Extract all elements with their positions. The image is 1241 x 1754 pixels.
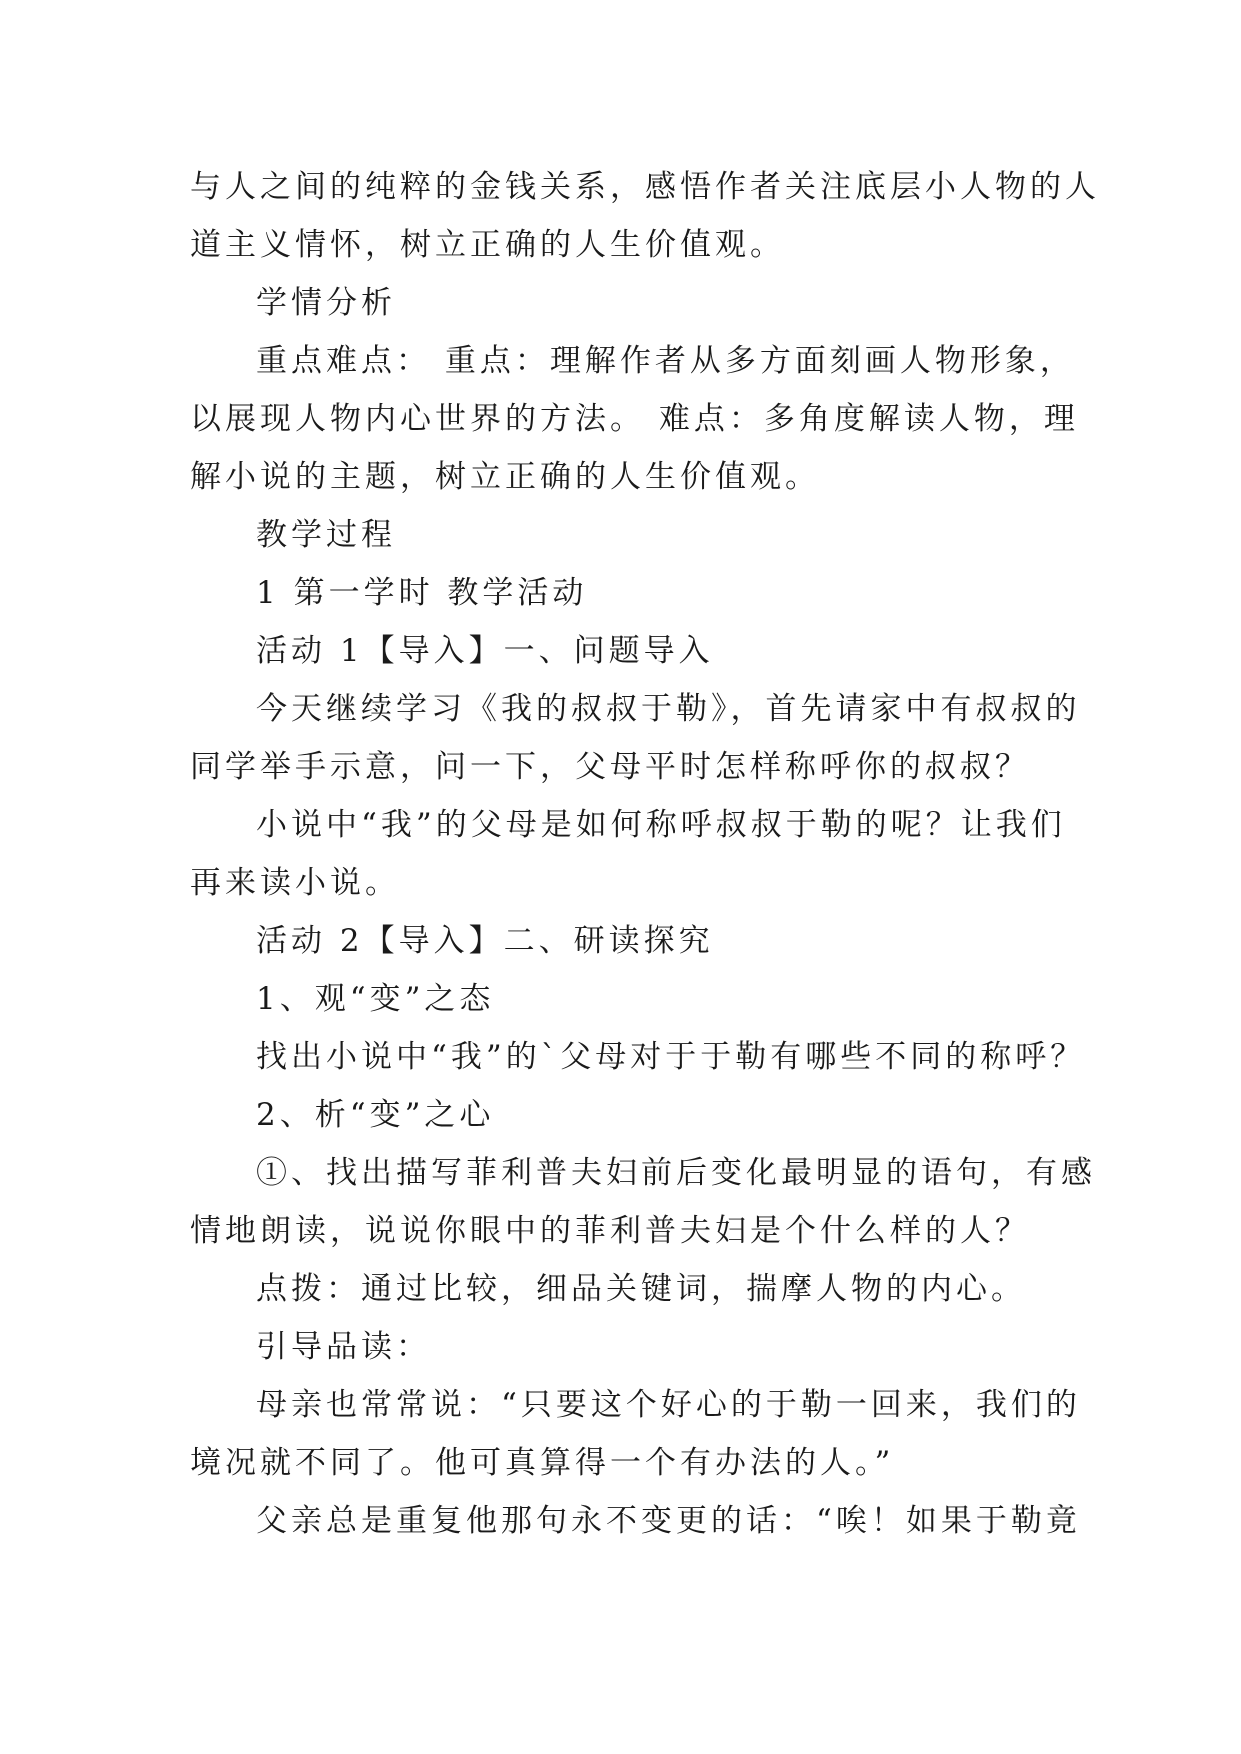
activity-heading: 活动 2【导入】二、研读探究: [256, 923, 714, 959]
paragraph-line: 解小说的主题，树立正确的人生价值观。: [190, 459, 820, 495]
paragraph-line: 点拨：通过比较，细品关键词，揣摩人物的内心。: [256, 1271, 1026, 1307]
paragraph-line: 找出小说中“我”的`父母对于于勒有哪些不同的称呼？: [256, 1039, 1086, 1075]
paragraph-line: 同学举手示意，问一下，父母平时怎样称呼你的叔叔？: [190, 749, 1030, 785]
paragraph-line: 重点难点： 重点：理解作者从多方面刻画人物形象，: [256, 343, 1075, 379]
paragraph-line: 道主义情怀，树立正确的人生价值观。: [190, 227, 785, 263]
section-heading: 学情分析: [256, 285, 396, 321]
paragraph-line: 今天继续学习《我的叔叔于勒》，首先请家中有叔叔的: [256, 691, 1081, 727]
paragraph-line: 母亲也常常说：“只要这个好心的于勒一回来，我们的: [256, 1387, 1081, 1423]
paragraph-line: 情地朗读，说说你眼中的菲利普夫妇是个什么样的人？: [190, 1213, 1030, 1249]
paragraph-line: 父亲总是重复他那句永不变更的话：“唉！如果于勒竟: [256, 1503, 1081, 1539]
paragraph-line: 以展现人物内心世界的方法。 难点：多角度解读人物，理: [190, 401, 1079, 437]
paragraph-line: ①、找出描写菲利普夫妇前后变化最明显的语句，有感: [256, 1155, 1096, 1191]
paragraph-line: 境况就不同了。他可真算得一个有办法的人。”: [190, 1445, 895, 1481]
section-heading: 教学过程: [256, 517, 396, 553]
activity-heading: 活动 1【导入】一、问题导入: [256, 633, 714, 669]
subsection-heading: 2、析“变”之心: [256, 1097, 495, 1133]
document-body: [190, 158, 1100, 1550]
paragraph-line: 再来读小说。: [190, 865, 400, 901]
subsection-heading: 1、观“变”之态: [256, 981, 495, 1017]
paragraph-line: 引导品读：: [256, 1329, 431, 1365]
paragraph-line: 与人之间的纯粹的金钱关系，感悟作者关注底层小人物的人: [190, 169, 1100, 205]
section-heading: 1 第一学时 教学活动: [256, 575, 588, 611]
paragraph-line: 小说中“我”的父母是如何称呼叔叔于勒的呢？让我们: [256, 807, 1066, 843]
